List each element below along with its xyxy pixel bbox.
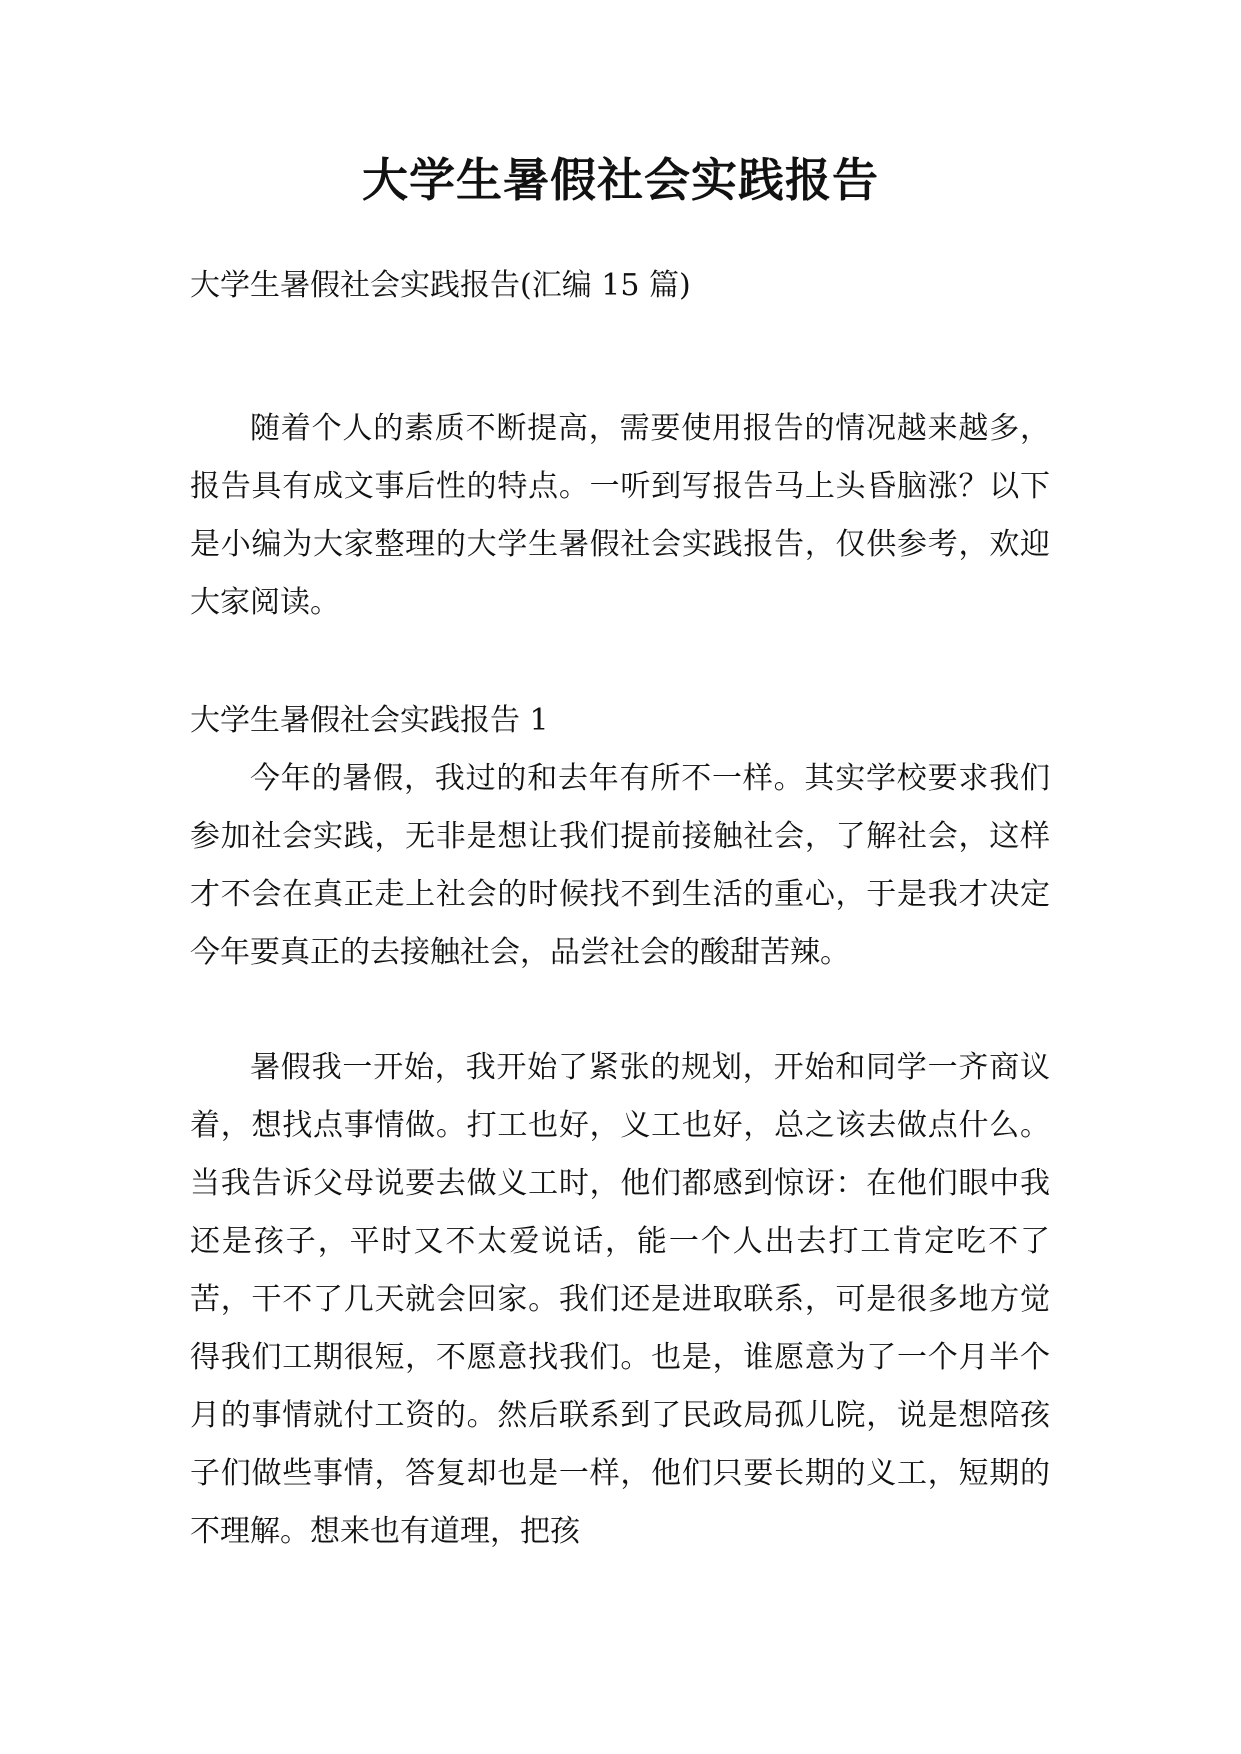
body-paragraph: 今年的暑假，我过的和去年有所不一样。其实学校要求我们参加社会实践，无非是想让我们提前接触社会，了解社会，这样才不会在真正走上社会的时候找不到生活的重心，于是我才决定今年要真正的去接触社会，品尝社会的酸甜苦辣。 [190,761,1050,970]
document-subtitle: 大学生暑假社会实践报告(汇编 15 篇) [190,268,691,303]
section-heading: 大学生暑假社会实践报告 1 [190,703,549,738]
body-paragraph: 暑假我一开始，我开始了紧张的规划，开始和同学一齐商议着，想找点事情做。打工也好，义工也好，总之该去做点什么。当我告诉父母说要去做义工时，他们都感到惊讶：在他们眼中我还是孩子，平时又不太爱说话，能一个人出去打工肯定吃不了苦，干不了几天就会回家。我们还是进取联系，可是很多地方觉得我们工期很短，不愿意找我们。也是，谁愿意为了一个月半个月的事情就付工资的。然后联系到了民政局孤儿院，说是想陪孩子们做些事情，答复却也是一样，他们只要长期的义工，短期的不理解。想来也有道理，把孩 [190,1050,1050,1549]
document-title: 大学生暑假社会实践报告 [362,153,879,207]
intro-paragraph: 随着个人的素质不断提高，需要使用报告的情况越来越多，报告具有成文事后性的特点。一听到写报告马上头昏脑涨？以下是小编为大家整理的大学生暑假社会实践报告，仅供参考，欢迎大家阅读。 [190,411,1050,620]
